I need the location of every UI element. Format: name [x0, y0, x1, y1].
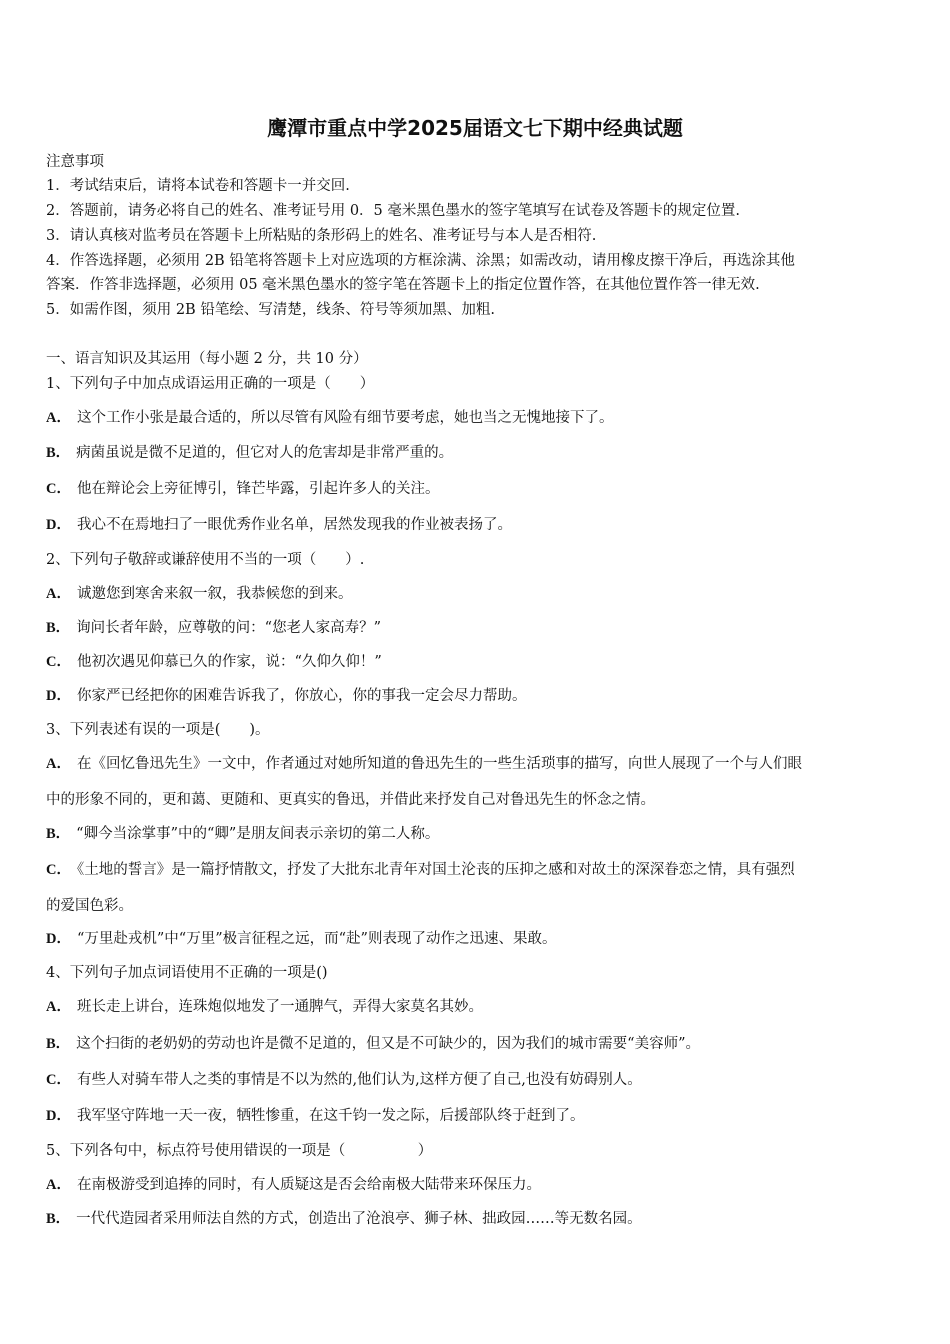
- option-text: 询问长者年龄，应尊敬的问：“您老人家高寿？”: [76, 620, 381, 636]
- section-heading: 一、语言知识及其运用（每小题 2 分，共 10 分）: [46, 351, 368, 367]
- option-d: [46, 686, 910, 706]
- question-stem: 3、下列表述有误的一项是( )。: [46, 722, 270, 738]
- option-text: 在南极游受到追捧的同时，有人质疑这是否会给南极大陆带来环保压力。: [76, 1177, 541, 1193]
- option-label: A．: [46, 586, 71, 602]
- option-text: 病菌虽说是微不足道的，但它对人的危害却是非常严重的。: [76, 445, 454, 461]
- option-label: B．: [46, 445, 71, 461]
- notice-item: 3．请认真核对监考员在答题卡上所粘贴的条形码上的姓名、准考证号与本人是否相符.: [46, 228, 597, 244]
- question-stem: 5、下列各句中，标点符号使用错误的一项是（ ）: [46, 1143, 433, 1159]
- option-b: [46, 824, 910, 844]
- notice-item: 4．作答选择题，必须用 2B 铅笔将答题卡上对应选项的方框涂满、涂黑；如需改动，请用橡皮擦干净后，再选涂其他: [46, 253, 795, 269]
- page-title: 鹰潭市重点中学2025届语文七下期中经典试题: [267, 116, 683, 140]
- option-label: A．: [46, 999, 71, 1015]
- notice-item: 5．如需作图，须用 2B 铅笔绘、写清楚，线条、符号等须加黑、加粗.: [46, 302, 495, 318]
- option-text: 有些人对骑车带人之类的事情是不以为然的,他们认为,这样方便了自己,也没有妨碍别人。: [76, 1072, 642, 1088]
- option-label: A．: [46, 410, 71, 426]
- option-label: B．: [46, 826, 71, 842]
- option-text: 这个工作小张是最合适的，所以尽管有风险有细节要考虑，她也当之无愧地接下了。: [76, 410, 614, 426]
- option-label: A．: [46, 1177, 71, 1193]
- option-text: 他在辩论会上旁征博引，锋芒毕露，引起许多人的关注。: [76, 481, 440, 497]
- notice-item: 2．答题前，请务必将自己的姓名、准考证号用 0．5 毫米黑色墨水的签字笔填写在试卷及答题卡的规定位置.: [46, 203, 740, 219]
- question-stem: 1、下列句子中加点成语运用正确的一项是（ ）: [46, 376, 375, 392]
- option-b: [46, 1034, 910, 1054]
- question-stem: 4、下列句子加点词语使用不正确的一项是(): [46, 965, 328, 981]
- option-c: [46, 652, 910, 672]
- option-label: D．: [46, 1108, 71, 1124]
- notice-item: 1．考试结束后，请将本试卷和答题卡一并交回.: [46, 178, 350, 194]
- option-text: “万里赴戎机”中“万里”极言征程之远，而“赴”则表现了动作之迅速、果敢。: [76, 931, 557, 947]
- option-label: D．: [46, 517, 71, 533]
- option-c: [46, 1070, 910, 1090]
- option-a: [46, 584, 910, 604]
- option-a-continued: 中的形象不同的，更和蔼、更随和、更真实的鲁迅，并借此来抒发自己对鲁迅先生的怀念之情。: [46, 792, 655, 808]
- notice-heading: 注意事项: [46, 154, 104, 170]
- option-text: 你家严已经把你的困难告诉我了，你放心，你的事我一定会尽力帮助。: [76, 688, 527, 704]
- option-d: [46, 929, 910, 949]
- option-label: D．: [46, 688, 71, 704]
- option-a: [46, 997, 910, 1017]
- option-label: B．: [46, 1211, 71, 1227]
- option-label: B．: [46, 620, 71, 636]
- option-label: A．: [46, 756, 71, 772]
- option-label: B．: [46, 1036, 71, 1052]
- option-text: “卿今当涂掌事”中的“卿”是朋友间表示亲切的第二人称。: [76, 826, 440, 842]
- option-text: 在《回忆鲁迅先生》一文中，作者通过对她所知道的鲁迅先生的一些生活琐事的描写，向世人展现了一个与人们眼: [76, 756, 802, 772]
- option-text: 我军坚守阵地一天一夜，牺牲惨重，在这千钧一发之际，后援部队终于赶到了。: [76, 1108, 585, 1124]
- option-label: C．: [46, 654, 71, 670]
- notice-item: 答案．作答非选择题，必须用 05 毫米黑色墨水的签字笔在答题卡上的指定位置作答，在其他位置作答一律无效.: [46, 277, 760, 293]
- option-text: 《土地的誓言》是一篇抒情散文，抒发了大批东北青年对国土沦丧的压抑之感和对故土的深深眷恋之情，具有强烈: [76, 862, 795, 878]
- option-label: C．: [46, 1072, 71, 1088]
- option-text: 我心不在焉地扫了一眼优秀作业名单，居然发现我的作业被表扬了。: [76, 517, 512, 533]
- option-c-continued: 的爱国色彩。: [46, 898, 133, 914]
- option-text: 这个扫街的老奶奶的劳动也许是微不足道的，但又是不可缺少的，因为我们的城市需要“美容师”。: [76, 1036, 700, 1052]
- option-d: [46, 1106, 910, 1126]
- option-d: [46, 515, 910, 535]
- option-a: [46, 408, 910, 428]
- option-a: [46, 754, 910, 774]
- option-text: 一代代造园者采用师法自然的方式，创造出了沧浪亭、狮子林、拙政园……等无数名园。: [76, 1211, 642, 1227]
- option-c: [46, 860, 910, 880]
- option-text: 诚邀您到寒舍来叙一叙，我恭候您的到来。: [76, 586, 353, 602]
- option-a: [46, 1175, 910, 1195]
- option-text: 班长走上讲台，连珠炮似地发了一通脾气，弄得大家莫名其妙。: [76, 999, 483, 1015]
- question-stem: 2、下列句子敬辞或谦辞使用不当的一项（ ）.: [46, 552, 365, 568]
- option-b: [46, 1209, 910, 1229]
- option-b: [46, 618, 910, 638]
- option-c: [46, 479, 910, 499]
- option-label: C．: [46, 481, 71, 497]
- option-text: 他初次遇见仰慕已久的作家，说：“久仰久仰！”: [76, 654, 382, 670]
- option-label: D．: [46, 931, 71, 947]
- option-label: C．: [46, 862, 71, 878]
- option-b: [46, 443, 910, 463]
